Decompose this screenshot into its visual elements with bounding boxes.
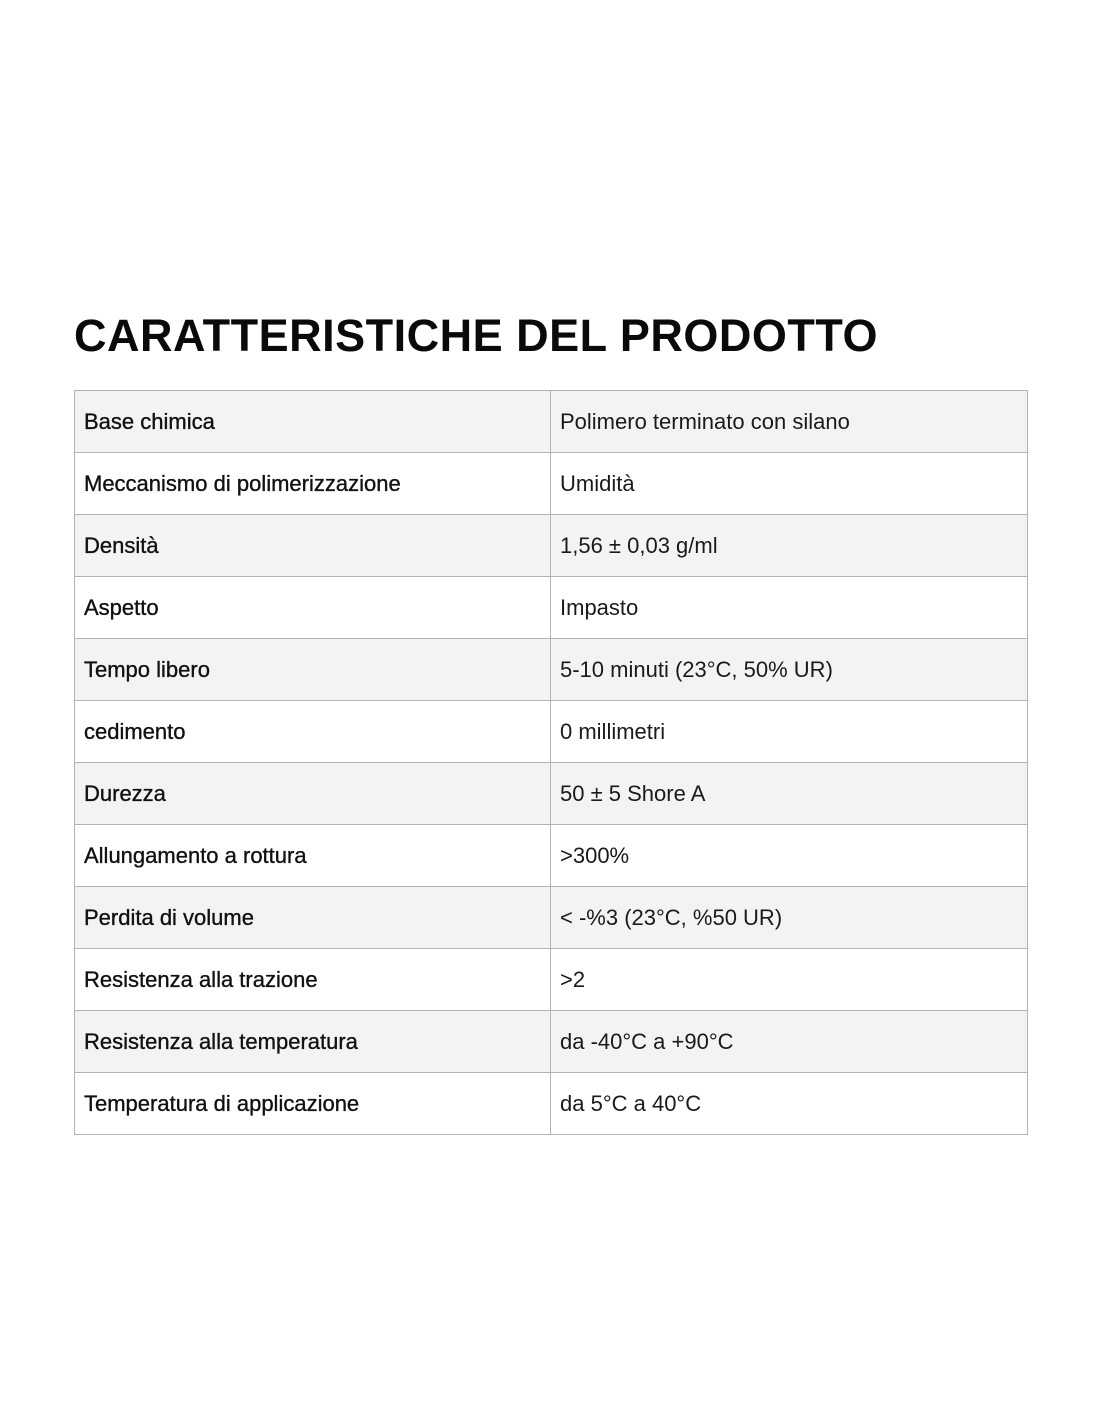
table-row	[75, 639, 1028, 701]
value-cell: 5-10 minuti (23°C, 50% UR)	[551, 639, 1028, 701]
table-row	[75, 577, 1028, 639]
property-cell: Meccanismo di polimerizzazione	[75, 453, 551, 515]
specs-table-body	[75, 391, 1028, 1135]
property-cell: Densità	[75, 515, 551, 577]
value-cell: Polimero terminato con silano	[551, 391, 1028, 453]
value-cell: >2	[551, 949, 1028, 1011]
value-cell: Umidità	[551, 453, 1028, 515]
table-row	[75, 515, 1028, 577]
value-cell: 50 ± 5 Shore A	[551, 763, 1028, 825]
value-cell: < -%3 (23°C, %50 UR)	[551, 887, 1028, 949]
table-row	[75, 1011, 1028, 1073]
value-cell: Impasto	[551, 577, 1028, 639]
property-cell: cedimento	[75, 701, 551, 763]
value-cell: >300%	[551, 825, 1028, 887]
property-cell: Perdita di volume	[75, 887, 551, 949]
value-cell: 0 millimetri	[551, 701, 1028, 763]
value-cell: da -40°C a +90°C	[551, 1011, 1028, 1073]
property-cell: Resistenza alla trazione	[75, 949, 551, 1011]
value-cell: 1,56 ± 0,03 g/ml	[551, 515, 1028, 577]
property-cell: Resistenza alla temperatura	[75, 1011, 551, 1073]
table-row	[75, 1073, 1028, 1135]
table-row	[75, 825, 1028, 887]
table-row	[75, 763, 1028, 825]
table-row	[75, 701, 1028, 763]
product-specs-table	[74, 390, 1028, 1135]
property-cell: Base chimica	[75, 391, 551, 453]
table-row	[75, 391, 1028, 453]
property-cell: Aspetto	[75, 577, 551, 639]
property-cell: Temperatura di applicazione	[75, 1073, 551, 1135]
value-cell: da 5°C a 40°C	[551, 1073, 1028, 1135]
page-title: CARATTERISTICHE DEL PRODOTTO	[74, 310, 879, 361]
table-row	[75, 453, 1028, 515]
property-cell: Durezza	[75, 763, 551, 825]
table-row	[75, 887, 1028, 949]
table-row	[75, 949, 1028, 1011]
property-cell: Allungamento a rottura	[75, 825, 551, 887]
property-cell: Tempo libero	[75, 639, 551, 701]
